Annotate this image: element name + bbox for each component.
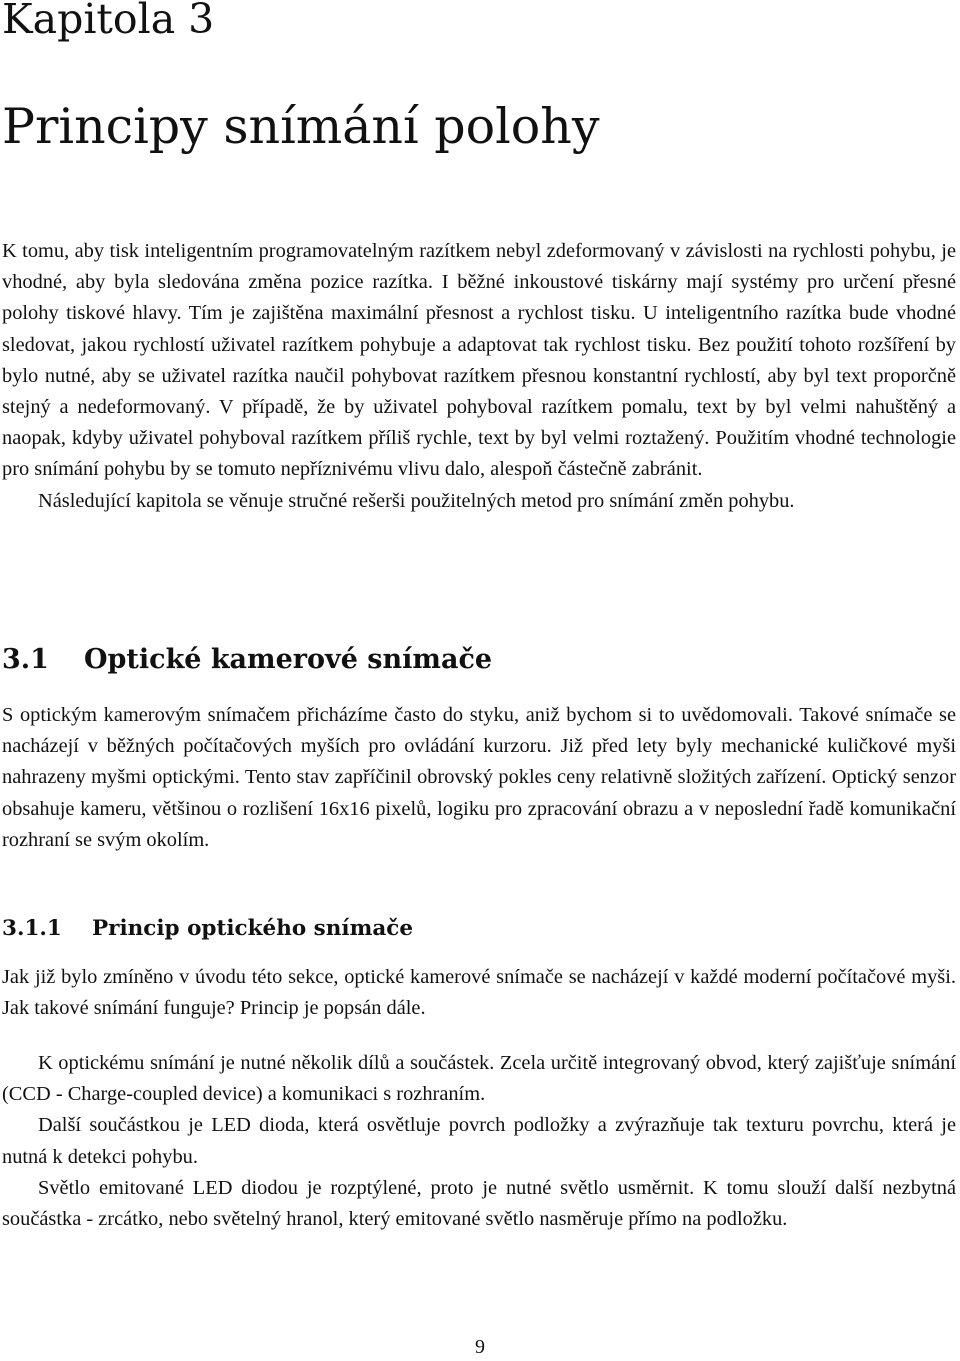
section-3-1-1-paragraph-2: K optickému snímání je nutné několik dílů a součástek. Zcela určitě integrovaný obvod, který zajišťuje snímání (CCD - Charge-coupled device) a komunikaci s rozhraním.: [2, 1052, 956, 1106]
intro-paragraph-2: Následující kapitola se věnuje stručné rešerši použitelných metod pro snímání změn pohybu.: [38, 489, 795, 512]
section-number: 3.1: [2, 644, 49, 675]
section-heading-3-1: [2, 640, 492, 680]
chapter-title: Principy snímání polohy: [2, 98, 600, 155]
section-3-1-1-paragraph-3: Další součástkou je LED dioda, která osvětluje povrch podložky a zvýrazňuje tak texturu povrchu, která je nutná k detekci pohybu.: [2, 1114, 956, 1168]
section-3-1-1-paragraph-4: Světlo emitované LED diodou je rozptýlené, proto je nutné světlo usměrnit. K tomu slouží další nezbytná součástka - zrcátko, nebo světelný hranol, který emitované světlo nasměruje přímo na podložku.: [2, 1176, 956, 1231]
page-number: 9: [475, 1336, 485, 1358]
intro-paragraph-1: K tomu, aby tisk inteligentním programovatelným razítkem nebyl zdeformovaný v závislosti na rychlosti pohybu, je vhodné, aby byla sledována změna pozice razítka. I běžné inkoustové tiskárny mají systémy pro určení přesné polohy tiskové hlavy. Tím je zajištěna maximální přesnost a rychlost tisku. U inteligentního razítka bude vhodné sledovat, jakou rychlostí uživatel razítkem pohybuje a adaptovat tak rychlost tisku. Bez použití tohoto rozšíření by bylo nutné, aby se uživatel razítka naučil pohybovat razítkem přesnou konstantní rychlostí, aby byl text proporčně stejný a nedeformovaný. V případě, že by uživatel pohyboval razítkem pomalu, text by byl velmi nahuštěný a naopak, kdyby uživatel pohyboval razítkem příliš rychle, text by byl velmi roztažený. Použitím vhodné technologie pro snímání pohybu by se tomuto nepříznivému vlivu dalo, alespoň částečně zabránit.: [2, 240, 956, 481]
chapter-label: Kapitola 3: [2, 0, 215, 43]
section-heading-3-1-1: [2, 912, 413, 946]
intro-text: [2, 236, 956, 517]
section-3-1-1-intro-text: [2, 962, 956, 1024]
section-3-1-text: [2, 700, 956, 856]
subsection-title: Princip optického snímače: [92, 916, 414, 941]
section-3-1-1-paragraph-1: Jak již bylo zmíněno v úvodu této sekce, optické kamerové snímače se nacházejí v každé moderní počítačové myši. Jak takové snímání funguje? Princip je popsán dále.: [2, 966, 956, 1020]
subsection-number: 3.1.1: [2, 916, 62, 941]
section-3-1-1-text: [2, 1048, 956, 1235]
section-title: Optické kamerové snímače: [84, 644, 493, 675]
section-3-1-paragraph: S optickým kamerovým snímačem přicházíme často do styku, aniž bychom si to uvědomovali. Takové snímače se nacházejí v běžných počítačových myších pro ovládání kurzoru. Již před lety byly mechanické kuličkové myši nahrazeny myšmi optickými. Tento stav zapříčinil obrovský pokles ceny relativně složitých zařízení. Optický senzor obsahuje kameru, většinou o rozlišení 16x16 pixelů, logiku pro zpracování obrazu a v neposlední řadě komunikační rozhraní se svým okolím.: [2, 704, 956, 851]
